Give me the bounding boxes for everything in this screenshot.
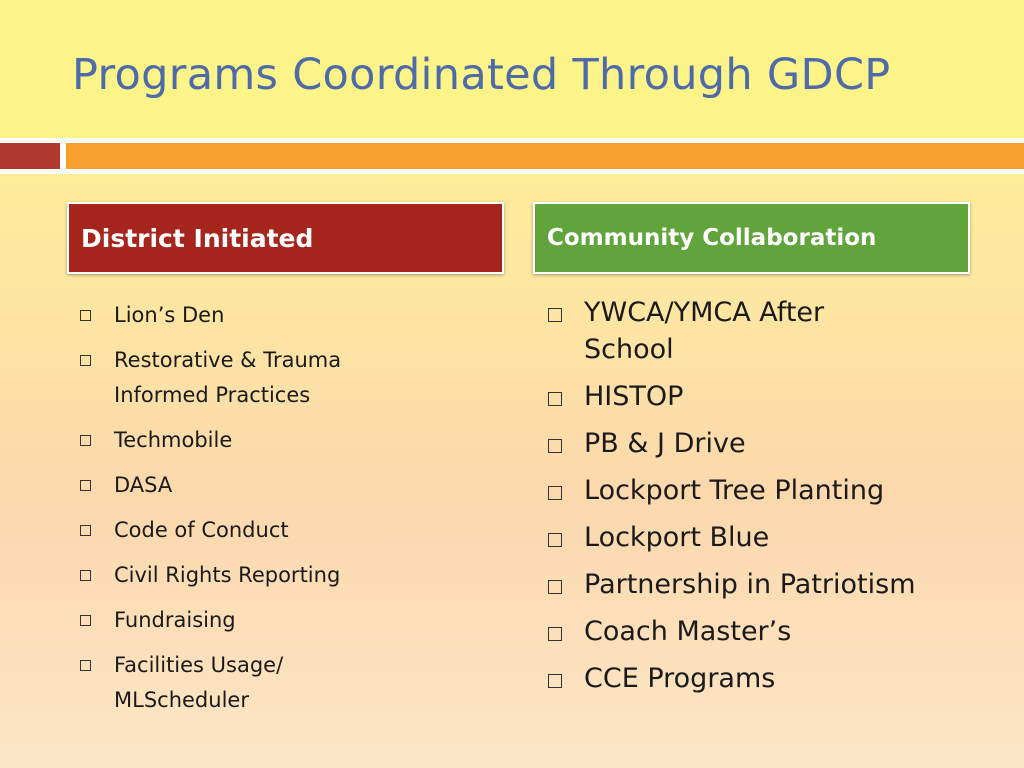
community-collaboration-header-label: Community Collaboration bbox=[547, 225, 877, 251]
hollow-square-bullet-icon bbox=[80, 435, 91, 446]
divider-accent-orange bbox=[66, 143, 1024, 169]
hollow-square-bullet-icon bbox=[80, 480, 91, 491]
hollow-square-bullet-icon bbox=[548, 486, 562, 500]
list-item-text: Civil Rights Reporting bbox=[114, 563, 341, 587]
list-item bbox=[548, 566, 988, 603]
list-item-text: DASA bbox=[114, 473, 173, 497]
list-item bbox=[80, 468, 500, 503]
list-item bbox=[548, 378, 988, 415]
list-item bbox=[80, 423, 500, 458]
divider-accent-red bbox=[0, 143, 60, 169]
district-initiated-header-label: District Initiated bbox=[81, 223, 314, 253]
list-item-text: Fundraising bbox=[114, 608, 236, 632]
hollow-square-bullet-icon bbox=[80, 570, 91, 581]
list-item-text: Coach Master’s bbox=[584, 616, 792, 647]
list-item bbox=[80, 603, 500, 638]
list-item bbox=[548, 519, 988, 556]
list-item-text: PB & J Drive bbox=[584, 428, 746, 459]
list-item bbox=[548, 425, 988, 462]
hollow-square-bullet-icon bbox=[548, 392, 562, 406]
list-item-text: HISTOP bbox=[584, 381, 684, 412]
list-item bbox=[548, 472, 988, 509]
hollow-square-bullet-icon bbox=[80, 525, 91, 536]
list-item-text: Partnership in Patriotism bbox=[584, 569, 916, 600]
list-item bbox=[80, 298, 500, 333]
list-item-text: CCE Programs bbox=[584, 663, 776, 694]
list-item-text: Restorative & Trauma Informed Practices bbox=[114, 348, 342, 407]
list-item-text: Lion’s Den bbox=[114, 303, 225, 327]
list-item-text: YWCA/YMCA After School bbox=[584, 297, 825, 365]
list-item bbox=[80, 343, 500, 413]
list-item bbox=[548, 613, 988, 650]
community-collaboration-header bbox=[533, 202, 970, 274]
list-item bbox=[80, 513, 500, 548]
district-initiated-list bbox=[80, 298, 500, 728]
list-item-text: Facilities Usage/ MLScheduler bbox=[114, 653, 284, 712]
hollow-square-bullet-icon bbox=[548, 533, 562, 547]
hollow-square-bullet-icon bbox=[548, 580, 562, 594]
hollow-square-bullet-icon bbox=[80, 660, 91, 671]
list-item bbox=[548, 294, 988, 368]
district-initiated-header bbox=[67, 202, 504, 274]
hollow-square-bullet-icon bbox=[548, 439, 562, 453]
list-item bbox=[548, 660, 988, 697]
hollow-square-bullet-icon bbox=[80, 310, 91, 321]
hollow-square-bullet-icon bbox=[80, 615, 91, 626]
list-item bbox=[80, 648, 500, 718]
hollow-square-bullet-icon bbox=[548, 627, 562, 641]
list-item-text: Lockport Tree Planting bbox=[584, 475, 885, 506]
slide-title: Programs Coordinated Through GDCP bbox=[72, 50, 891, 100]
community-collaboration-list bbox=[548, 294, 988, 707]
list-item-text: Lockport Blue bbox=[584, 522, 770, 553]
list-item-text: Techmobile bbox=[114, 428, 233, 452]
hollow-square-bullet-icon bbox=[80, 355, 91, 366]
hollow-square-bullet-icon bbox=[548, 674, 562, 688]
hollow-square-bullet-icon bbox=[548, 308, 562, 322]
list-item bbox=[80, 558, 500, 593]
list-item-text: Code of Conduct bbox=[114, 518, 289, 542]
